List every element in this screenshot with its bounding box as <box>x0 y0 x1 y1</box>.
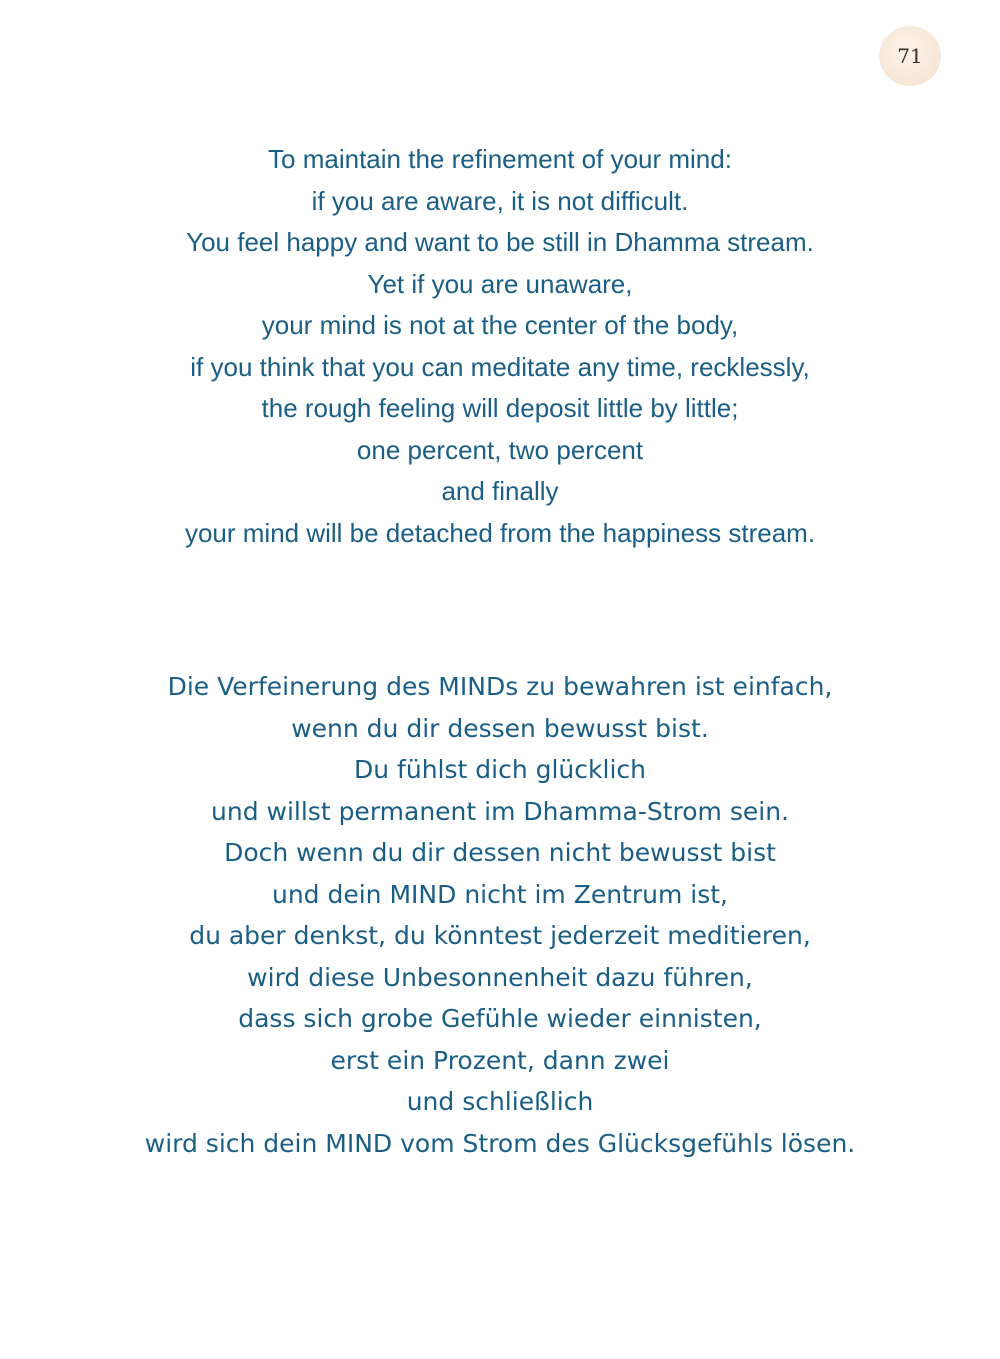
english-verse-line: if you are aware, it is not difficult. <box>311 185 689 216</box>
english-verse-line: and finally <box>441 476 559 506</box>
german-verse-line: und willst permanent im Dhamma-Strom sein. <box>211 796 789 826</box>
german-verse-line: wenn du dir dessen bewusst bist. <box>291 713 709 743</box>
german-verse-line: wird diese Unbesonnenheit dazu führen, <box>247 962 753 992</box>
english-verse-line: To maintain the refinement of your mind: <box>268 144 732 174</box>
german-verse <box>0 666 1000 1164</box>
english-verse-line: if you think that you can meditate any time, recklessly, <box>190 351 810 382</box>
german-verse-line: und dein MIND nicht im Zentrum ist, <box>271 879 728 909</box>
english-verse-line: Yet if you are unaware, <box>367 268 633 299</box>
page-number: 71 <box>879 26 941 86</box>
english-verse-line: one percent, two percent <box>356 434 644 465</box>
german-verse-line: und schließlich <box>406 1087 594 1116</box>
english-verse-line: your mind is not at the center of the body, <box>261 310 739 340</box>
german-verse-line: Die Verfeinerung des MINDs zu bewahren ist einfach, <box>167 672 833 701</box>
german-verse-line: wird sich dein MIND vom Strom des Glücksgefühls lösen. <box>144 1128 856 1158</box>
german-verse-line: Du fühlst dich glücklich <box>354 755 646 784</box>
english-verse-line: the rough feeling will deposit little by little; <box>261 393 739 423</box>
english-verse-line: your mind will be detached from the happiness stream. <box>184 517 816 548</box>
english-verse-line: You feel happy and want to be still in Dhamma stream. <box>186 227 814 257</box>
english-verse <box>0 139 1000 554</box>
german-verse-line: dass sich grobe Gefühle wieder einnisten, <box>238 1004 762 1033</box>
german-verse-line: Doch wenn du dir dessen nicht bewusst bist <box>224 838 776 867</box>
german-verse-line: erst ein Prozent, dann zwei <box>330 1045 670 1075</box>
german-verse-line: du aber denkst, du könntest jederzeit meditieren, <box>189 921 811 950</box>
